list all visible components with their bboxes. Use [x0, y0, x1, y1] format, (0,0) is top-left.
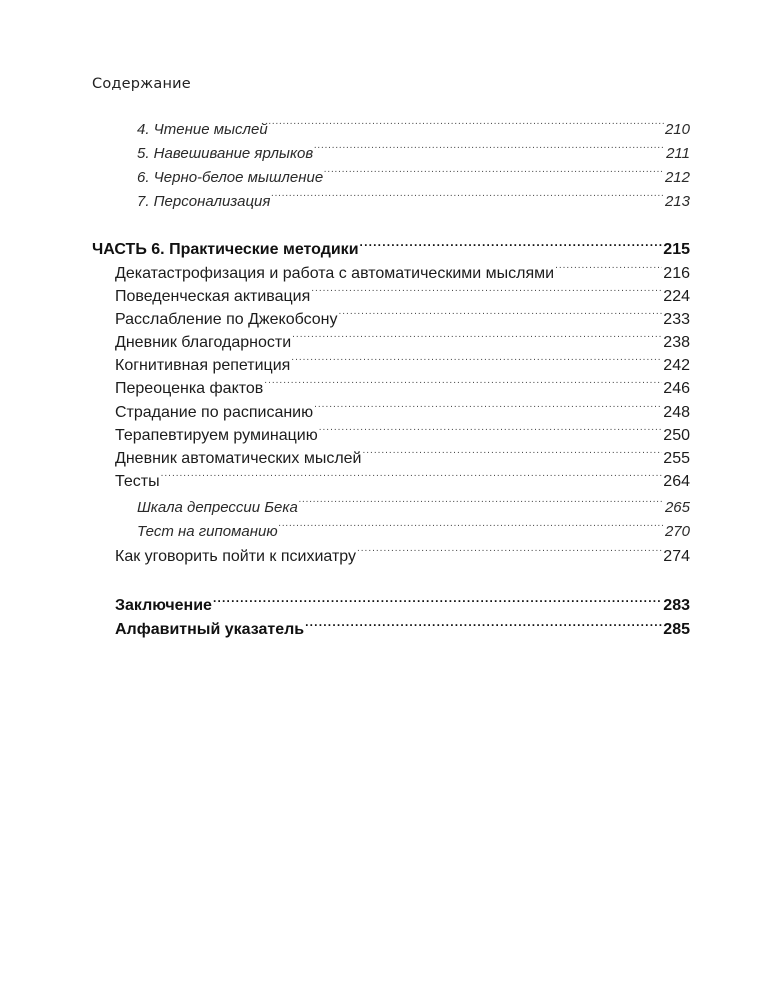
- toc-entry-title: Дневник благодарности: [115, 334, 292, 351]
- toc-entry[interactable]: [115, 323, 690, 351]
- toc-entry-title: 6. Черно-белое мышление: [137, 169, 324, 186]
- dot-leader: [319, 416, 663, 440]
- dot-leader: [314, 134, 665, 158]
- dot-leader: [279, 512, 664, 536]
- dot-leader: [311, 277, 662, 301]
- toc-entry-page: 242: [663, 357, 690, 374]
- toc-entry-title: Заключение: [115, 597, 212, 614]
- toc-entry-title: 5. Навешивание ярлыков: [137, 145, 314, 162]
- dot-leader: [292, 323, 662, 347]
- toc-entry-title: Переоценка фактов: [115, 380, 264, 397]
- toc-part-page: 215: [663, 241, 690, 258]
- toc-entry-title: Декатастрофизация и работа с автоматическими мыслями: [115, 265, 555, 282]
- toc-entry-page: 216: [663, 265, 690, 282]
- dot-leader: [299, 488, 664, 512]
- toc-entry-title: Когнитивная репетиция: [115, 357, 291, 374]
- dot-leader: [360, 230, 663, 254]
- toc-entry-conclusion[interactable]: [115, 586, 690, 614]
- toc-entry-page: 246: [663, 380, 690, 397]
- toc-subentry-beck-scale[interactable]: [137, 488, 690, 516]
- toc-entry-title: Страдание по расписанию: [115, 404, 314, 421]
- dot-leader: [305, 610, 662, 634]
- toc-entry[interactable]: [115, 537, 690, 565]
- toc-subentry-hypomania-test[interactable]: [137, 512, 690, 540]
- dot-leader: [269, 110, 664, 134]
- toc-entry[interactable]: [115, 416, 690, 444]
- toc-part-title: ЧАСТЬ 6. Практические методики: [92, 241, 359, 258]
- toc-entry[interactable]: [115, 277, 690, 305]
- toc-entry-title: 4. Чтение мыслей: [137, 121, 268, 138]
- toc-part-heading[interactable]: [92, 230, 690, 258]
- dot-leader: [357, 537, 662, 561]
- toc-entry[interactable]: [115, 346, 690, 374]
- running-head: Содержание: [92, 76, 191, 92]
- toc-entry-page: 270: [664, 523, 690, 540]
- toc-entry[interactable]: [115, 439, 690, 467]
- dot-leader: [264, 369, 662, 393]
- toc-entry-page: 255: [663, 450, 690, 467]
- toc-entry-page: 224: [663, 288, 690, 305]
- dot-leader: [213, 586, 662, 610]
- toc-entry-page: 213: [664, 193, 690, 210]
- toc-entry-title: Как уговорить пойти к психиатру: [115, 548, 356, 565]
- dot-leader: [291, 346, 662, 370]
- toc-entry[interactable]: [115, 393, 690, 421]
- toc-entry-page: 238: [663, 334, 690, 351]
- toc-entry-title: Шкала депрессии Бека: [137, 499, 298, 516]
- toc-entry-title: 7. Персонализация: [137, 193, 271, 210]
- toc-entry[interactable]: [115, 369, 690, 397]
- toc-entry[interactable]: [115, 254, 690, 282]
- dot-leader: [555, 254, 662, 278]
- dot-leader: [339, 300, 663, 324]
- toc-entry-index[interactable]: [115, 610, 690, 638]
- toc-entry-page: 210: [664, 121, 690, 138]
- toc-entry-page: 283: [663, 597, 690, 614]
- dot-leader: [271, 182, 664, 206]
- toc-entry-tests[interactable]: [115, 462, 690, 490]
- toc-entry[interactable]: [115, 300, 690, 328]
- toc-entry-page: 233: [663, 311, 690, 328]
- toc-entry-page: 248: [663, 404, 690, 421]
- toc-entry-page: 265: [664, 499, 690, 516]
- toc-entry-title: Терапевтируем руминацию: [115, 427, 318, 444]
- dot-leader: [314, 393, 662, 417]
- toc-entry-black-white-thinking[interactable]: [137, 158, 690, 186]
- toc-entry-title: Тесты: [115, 473, 160, 490]
- toc-entry-page: 250: [663, 427, 690, 444]
- toc-entry-page: 274: [663, 548, 690, 565]
- dot-leader: [324, 158, 664, 182]
- toc-entry-page: 285: [663, 621, 690, 638]
- toc-entry-labeling[interactable]: [137, 134, 690, 162]
- toc-entry-title: Расслабление по Джекобсону: [115, 311, 338, 328]
- dot-leader: [161, 462, 663, 486]
- toc-entry-personalization[interactable]: [137, 182, 690, 210]
- toc-entry-page: 211: [666, 145, 690, 162]
- toc-entry-title: Дневник автоматических мыслей: [115, 450, 362, 467]
- toc-entry-title: Тест на гипоманию: [137, 523, 278, 540]
- toc-entry-page: 264: [663, 473, 690, 490]
- toc-entry-title: Поведенческая активация: [115, 288, 311, 305]
- toc-entry-mind-reading[interactable]: [137, 110, 690, 138]
- toc-entry-page: 212: [664, 169, 690, 186]
- toc-entry-title: Алфавитный указатель: [115, 621, 305, 638]
- dot-leader: [362, 439, 662, 463]
